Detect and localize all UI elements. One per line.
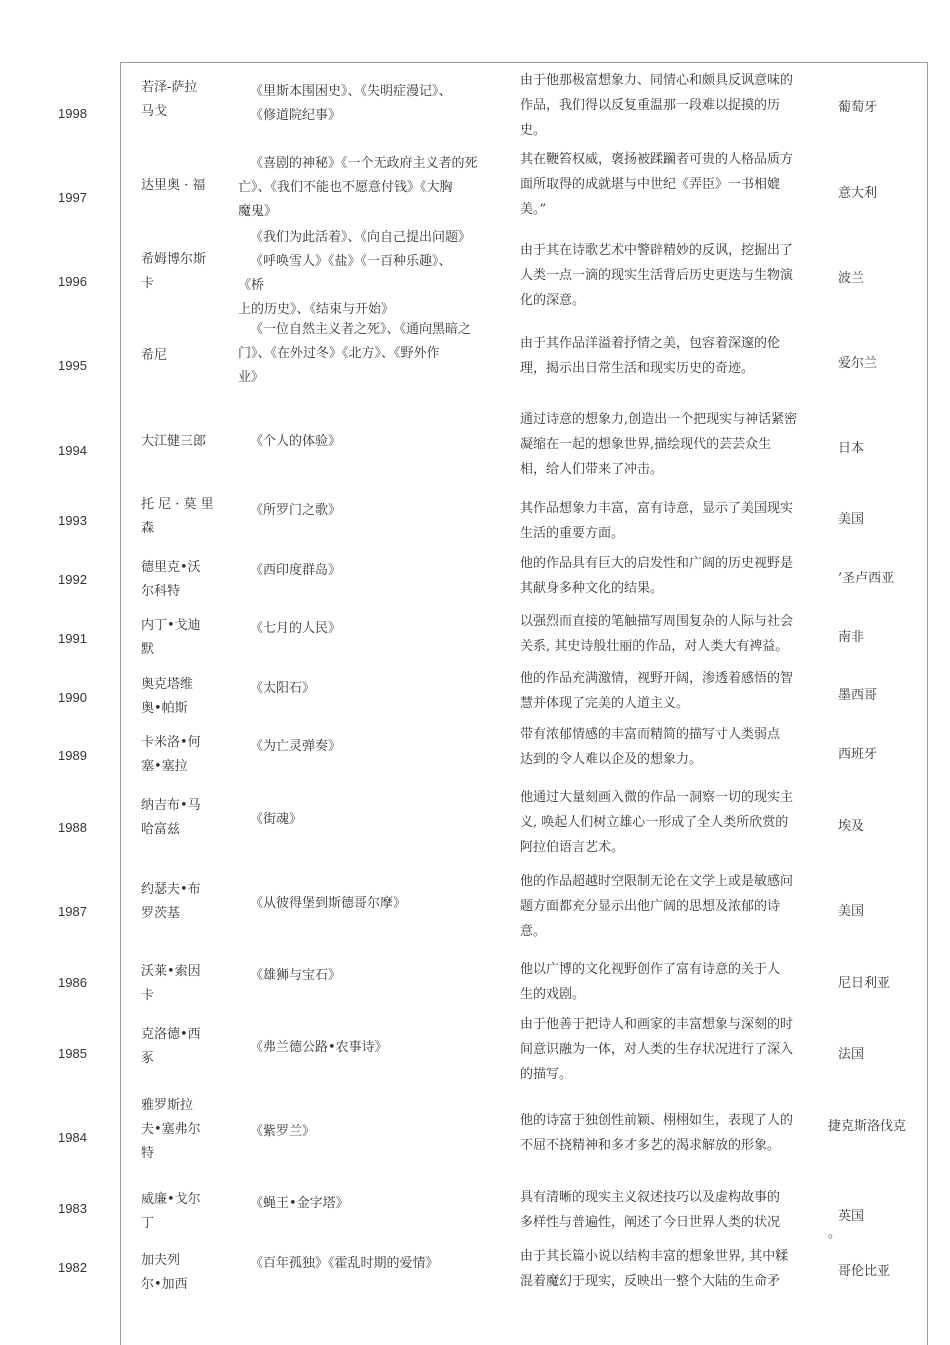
country-name: 波兰 bbox=[838, 271, 865, 286]
works-cell bbox=[238, 318, 500, 390]
reason-cell bbox=[520, 496, 818, 546]
reason-line: 人类一点一滴的现实生活背后历史更迭与生物演 bbox=[520, 268, 794, 283]
name-line: 达里奥 · 福 bbox=[141, 178, 206, 193]
reason-line: 由于他善于把诗人和画家的丰富想象与深刻的时 bbox=[520, 1017, 794, 1032]
name-line: 塞•塞拉 bbox=[141, 759, 188, 774]
reason-line: 混着魔幻于现实，反映出一整个大陆的生命矛 bbox=[520, 1274, 781, 1289]
reason-line: 间意识融为一体，对人类的生存状况进行了深入 bbox=[520, 1042, 794, 1057]
country-name: 葡萄牙 bbox=[838, 100, 878, 115]
country-name: 捷克斯洛伐克 bbox=[828, 1119, 907, 1134]
reason-line: 不屈不挠精神和多才多艺的渴求解放的形象。 bbox=[520, 1138, 781, 1153]
work-line: 《百年孤独》《霍乱时期的爱情》 bbox=[250, 1256, 439, 1271]
reason-cell bbox=[520, 666, 818, 716]
reason-cell bbox=[520, 1108, 818, 1158]
reason-line: 由于其作品洋溢着抒情之美，包容着深邃的伦 bbox=[520, 336, 781, 351]
reason-cell bbox=[520, 238, 818, 313]
reason-cell bbox=[520, 869, 818, 944]
reason-line: 的描写。 bbox=[520, 1067, 573, 1082]
name-line: 马戈 bbox=[141, 104, 168, 119]
name-line: 威廉•戈尔 bbox=[141, 1192, 201, 1207]
reason-line: 化的深意。 bbox=[520, 293, 586, 308]
reason-line: 题方面都充分显示出他广阔的思想及浓郁的诗 bbox=[520, 899, 781, 914]
reason-cell bbox=[520, 722, 818, 772]
name-line: 特 bbox=[141, 1146, 155, 1161]
name-line: 奥克塔维 bbox=[141, 677, 194, 692]
reason-cell bbox=[520, 407, 818, 482]
reason-line: 其献身多种文化的结果。 bbox=[520, 581, 664, 596]
country-name: ’圣卢西亚 bbox=[838, 571, 895, 586]
reason-cell bbox=[520, 331, 818, 381]
works-cell bbox=[238, 892, 500, 916]
country-cell bbox=[838, 567, 926, 586]
works-cell bbox=[238, 559, 500, 583]
work-line: 《所罗门之歌》 bbox=[250, 503, 342, 518]
laureate-name-cell bbox=[141, 1094, 223, 1166]
reason-line: 由于他那极富想象力、同情心和颇具反讽意味的 bbox=[520, 73, 794, 88]
works-cell bbox=[238, 1120, 500, 1144]
year-cell: 1994 bbox=[58, 443, 87, 458]
reason-line: 其作品想象力丰富，富有诗意，显示了美国现实 bbox=[520, 501, 794, 516]
country-cell bbox=[838, 1043, 926, 1062]
reason-line: 慧并体现了完美的人道主义。 bbox=[520, 696, 690, 711]
work-line: 《七月的人民》 bbox=[250, 621, 342, 636]
reason-cell bbox=[520, 1012, 818, 1087]
work-line: 《街魂》 bbox=[250, 812, 303, 827]
country-name: 哥伦比亚 bbox=[838, 1264, 891, 1279]
year-cell: 1992 bbox=[58, 572, 87, 587]
country-cell bbox=[838, 626, 926, 645]
work-line: 亡》、《我们不能也不愿意付钱》《大胸 bbox=[238, 180, 453, 195]
work-line: 《我们为此活着》、《向自己提出问题》 bbox=[250, 230, 472, 245]
reason-line: 相，给人们带来了冲击。 bbox=[520, 462, 664, 477]
laureate-name-cell bbox=[141, 731, 223, 779]
country-name: 英国 bbox=[838, 1209, 865, 1224]
country-name: 爱尔兰 bbox=[838, 356, 878, 371]
name-line: 尔科特 bbox=[141, 584, 181, 599]
reason-line: 生活的重要方面。 bbox=[520, 526, 625, 541]
reason-line: 美。” bbox=[520, 202, 547, 217]
work-line: 《一位自然主义者之死》、《通向黑暗之 bbox=[250, 322, 472, 337]
country-cell bbox=[838, 267, 926, 286]
reason-line: 凝缩在一起的想象世界,描绘现代的芸芸众生 bbox=[520, 437, 772, 452]
year-cell: 1988 bbox=[58, 820, 87, 835]
reason-line: 阿拉伯语言艺术。 bbox=[520, 840, 625, 855]
work-line: 门》、《在外过冬》《北方》、《野外作 bbox=[238, 346, 440, 361]
work-line: 《桥 bbox=[238, 278, 265, 293]
name-line: 大江健三郎 bbox=[141, 434, 207, 449]
work-line: 《个人的体验》 bbox=[250, 434, 342, 449]
work-line: 魔鬼》 bbox=[238, 204, 278, 219]
reason-line: 其在鞭笞权威，褒扬被蹂躏者可贵的人格品质方 bbox=[520, 152, 794, 167]
year-cell: 1991 bbox=[58, 631, 87, 646]
year-cell: 1995 bbox=[58, 358, 87, 373]
works-cell bbox=[238, 617, 500, 641]
reason-line: 他通过大量刻画入微的作品一洞察一切的现实主 bbox=[520, 790, 794, 805]
name-line: 克洛德•西 bbox=[141, 1027, 201, 1042]
laureate-name-cell bbox=[141, 556, 223, 604]
work-line: 《从彼得堡到斯德哥尔摩》 bbox=[250, 896, 407, 911]
work-line: 《修道院纪事》 bbox=[250, 108, 342, 123]
year-cell: 1989 bbox=[58, 748, 87, 763]
name-line: 沃莱•索因 bbox=[141, 964, 201, 979]
name-line: 加夫列 bbox=[141, 1253, 181, 1268]
country-cell bbox=[838, 900, 926, 919]
name-line: 希尼 bbox=[141, 348, 168, 363]
work-line: 《里斯本围困史》、《失明症漫记》、 bbox=[250, 84, 452, 99]
reason-cell bbox=[520, 957, 818, 1007]
country-suffix: 。 bbox=[828, 1226, 842, 1241]
year-cell: 1993 bbox=[58, 513, 87, 528]
works-cell bbox=[238, 735, 500, 759]
reason-cell bbox=[520, 551, 818, 601]
name-line: 德里克•沃 bbox=[141, 560, 201, 575]
reason-line: 他的作品充满激情，视野开阔，渗透着感悟的智 bbox=[520, 671, 794, 686]
country-name: 美国 bbox=[838, 904, 865, 919]
reason-line: 他的作品具有巨大的启发性和广阔的历史视野是 bbox=[520, 556, 794, 571]
laureate-name-cell bbox=[141, 878, 223, 926]
country-cell bbox=[838, 1260, 926, 1279]
works-cell bbox=[238, 1192, 500, 1216]
reason-line: 具有清晰的现实主义叙述技巧以及虚构故事的 bbox=[520, 1190, 781, 1205]
country-cell bbox=[828, 1118, 916, 1136]
laureate-name-cell bbox=[141, 248, 223, 296]
country-name: 尼日利亚 bbox=[838, 976, 891, 991]
name-line: 卡 bbox=[141, 988, 155, 1003]
year-cell: 1984 bbox=[58, 1130, 87, 1145]
year-cell: 1982 bbox=[58, 1260, 87, 1275]
work-line: 《弗兰德公路•农事诗》 bbox=[250, 1040, 388, 1055]
reason-line: 由于其在诗歌艺术中警辟精妙的反讽，挖掘出了 bbox=[520, 243, 794, 258]
laureate-name-cell bbox=[141, 614, 223, 662]
year-cell: 1983 bbox=[58, 1201, 87, 1216]
laureate-name-cell bbox=[141, 960, 223, 1008]
reason-line: 关系, 其史诗般壮丽的作品，对人类大有裨益。 bbox=[520, 639, 789, 654]
works-cell bbox=[238, 1036, 500, 1060]
reason-line: 史。 bbox=[520, 123, 547, 138]
country-name: 墨西哥 bbox=[838, 688, 878, 703]
works-cell bbox=[238, 430, 500, 454]
works-cell bbox=[238, 226, 500, 322]
laureate-name-cell bbox=[141, 76, 223, 124]
reason-line: 意。 bbox=[520, 924, 547, 939]
works-cell bbox=[238, 964, 500, 988]
name-line: 森 bbox=[141, 521, 155, 536]
works-cell bbox=[238, 152, 500, 224]
year-cell: 1986 bbox=[58, 975, 87, 990]
work-line: 《雄狮与宝石》 bbox=[250, 968, 342, 983]
country-name: 西班牙 bbox=[838, 747, 878, 762]
name-line: 豖 bbox=[141, 1051, 155, 1066]
name-line: 雅罗斯拉 bbox=[141, 1098, 194, 1113]
work-line: 上的历史》、《结束与开始》 bbox=[238, 302, 395, 317]
country-name: 意大利 bbox=[838, 186, 878, 201]
work-line: 业》 bbox=[238, 370, 265, 385]
year-cell: 1985 bbox=[58, 1046, 87, 1061]
name-line: 希姆博尔斯 bbox=[141, 252, 207, 267]
work-line: 《喜剧的神秘》《一个无政府主义者的死 bbox=[250, 156, 478, 171]
year-cell: 1996 bbox=[58, 274, 87, 289]
reason-line: 通过诗意的想象力,创造出一个把现实与神话紧密 bbox=[520, 412, 798, 427]
name-line: 若泽-萨拉 bbox=[141, 80, 198, 95]
country-cell bbox=[838, 684, 926, 703]
name-line: 纳吉布•马 bbox=[141, 798, 201, 813]
name-line: 尔•加西 bbox=[141, 1277, 188, 1292]
reason-line: 他以广博的文化视野创作了富有诗意的关于人 bbox=[520, 962, 781, 977]
name-line: 奥•帕斯 bbox=[141, 701, 188, 716]
year-cell: 1987 bbox=[58, 904, 87, 919]
reason-line: 多样性与普遍性，阐述了今日世界人类的状况 bbox=[520, 1215, 781, 1230]
works-cell bbox=[238, 677, 500, 701]
reason-cell bbox=[520, 1244, 818, 1294]
laureate-name-cell bbox=[141, 1023, 223, 1071]
reason-line: 面所取得的成就堪与中世纪《弄臣》一书相媲 bbox=[520, 177, 781, 192]
work-line: 《蝇王•金字塔》 bbox=[250, 1196, 349, 1211]
country-cell bbox=[838, 437, 926, 456]
reason-line: 他的作品超越时空限制无论在文学上或是敏感问 bbox=[520, 874, 794, 889]
laureate-name-cell bbox=[141, 493, 223, 541]
name-line: 夫•塞弗尔 bbox=[141, 1122, 201, 1137]
works-cell bbox=[238, 80, 500, 128]
reason-line: 他的诗富于独创性前颖、栩栩如生，表现了人的 bbox=[520, 1113, 794, 1128]
works-cell bbox=[238, 499, 500, 523]
country-cell bbox=[838, 96, 926, 115]
name-line: 哈富兹 bbox=[141, 822, 181, 837]
laureate-name-cell bbox=[141, 174, 223, 198]
reason-cell bbox=[520, 785, 818, 860]
name-line: 卡米洛•何 bbox=[141, 735, 201, 750]
country-cell bbox=[828, 1205, 926, 1241]
name-line: 丁 bbox=[141, 1216, 155, 1231]
country-cell bbox=[838, 972, 926, 991]
works-cell bbox=[238, 1252, 500, 1276]
name-line: 约瑟夫•布 bbox=[141, 882, 201, 897]
laureate-name-cell bbox=[141, 1188, 223, 1236]
work-line: 《呼唤雪人》《盐》《一百种乐趣》、 bbox=[250, 254, 452, 269]
work-line: 《紫罗兰》 bbox=[250, 1124, 316, 1139]
reason-line: 带有浓郁情感的丰富而精简的描写寸人类弱点 bbox=[520, 727, 781, 742]
reason-line: 义, 唤起人们树立雄心一形成了全人类所欣赏的 bbox=[520, 815, 789, 830]
work-line: 《太阳石》 bbox=[250, 681, 316, 696]
laureate-name-cell bbox=[141, 673, 223, 721]
country-cell bbox=[838, 815, 926, 834]
reason-line: 由于其长篇小说以结构丰富的想象世界, 其中糅 bbox=[520, 1249, 789, 1264]
name-line: 默 bbox=[141, 642, 155, 657]
country-cell bbox=[838, 352, 926, 371]
country-name: 法国 bbox=[838, 1047, 865, 1062]
country-cell bbox=[838, 182, 926, 201]
name-line: 内丁•戈迪 bbox=[141, 618, 201, 633]
work-line: 《为亡灵弹奏》 bbox=[250, 739, 342, 754]
reason-cell bbox=[520, 1185, 818, 1235]
reason-line: 达到的令人难以企及的想象力。 bbox=[520, 752, 703, 767]
laureate-name-cell bbox=[141, 344, 223, 368]
country-name: 美国 bbox=[838, 512, 865, 527]
reason-line: 作品，我们得以反复重温那一段难以捉摸的历 bbox=[520, 98, 781, 113]
country-cell bbox=[838, 508, 926, 527]
year-cell: 1990 bbox=[58, 690, 87, 705]
country-name: 南非 bbox=[838, 630, 865, 645]
laureate-name-cell bbox=[141, 1249, 223, 1297]
name-line: 托 尼 · 莫 里 bbox=[141, 497, 214, 512]
reason-cell bbox=[520, 147, 818, 222]
country-name: 日本 bbox=[838, 441, 865, 456]
name-line: 卡 bbox=[141, 276, 155, 291]
reason-cell bbox=[520, 68, 818, 143]
country-name: 埃及 bbox=[838, 819, 865, 834]
reason-line: 以强烈而直接的笔触描写周围复杂的人际与社会 bbox=[520, 614, 794, 629]
reason-line: 理，揭示出日常生活和现实历史的奇迹。 bbox=[520, 361, 755, 376]
laureate-name-cell bbox=[141, 430, 223, 454]
reason-cell bbox=[520, 609, 818, 659]
reason-line: 生的戏剧。 bbox=[520, 987, 586, 1002]
laureate-name-cell bbox=[141, 794, 223, 842]
work-line: 《西印度群岛》 bbox=[250, 563, 342, 578]
works-cell bbox=[238, 808, 500, 832]
year-cell: 1998 bbox=[58, 106, 87, 121]
year-cell: 1997 bbox=[58, 190, 87, 205]
name-line: 罗茨基 bbox=[141, 906, 181, 921]
country-cell bbox=[838, 743, 926, 762]
